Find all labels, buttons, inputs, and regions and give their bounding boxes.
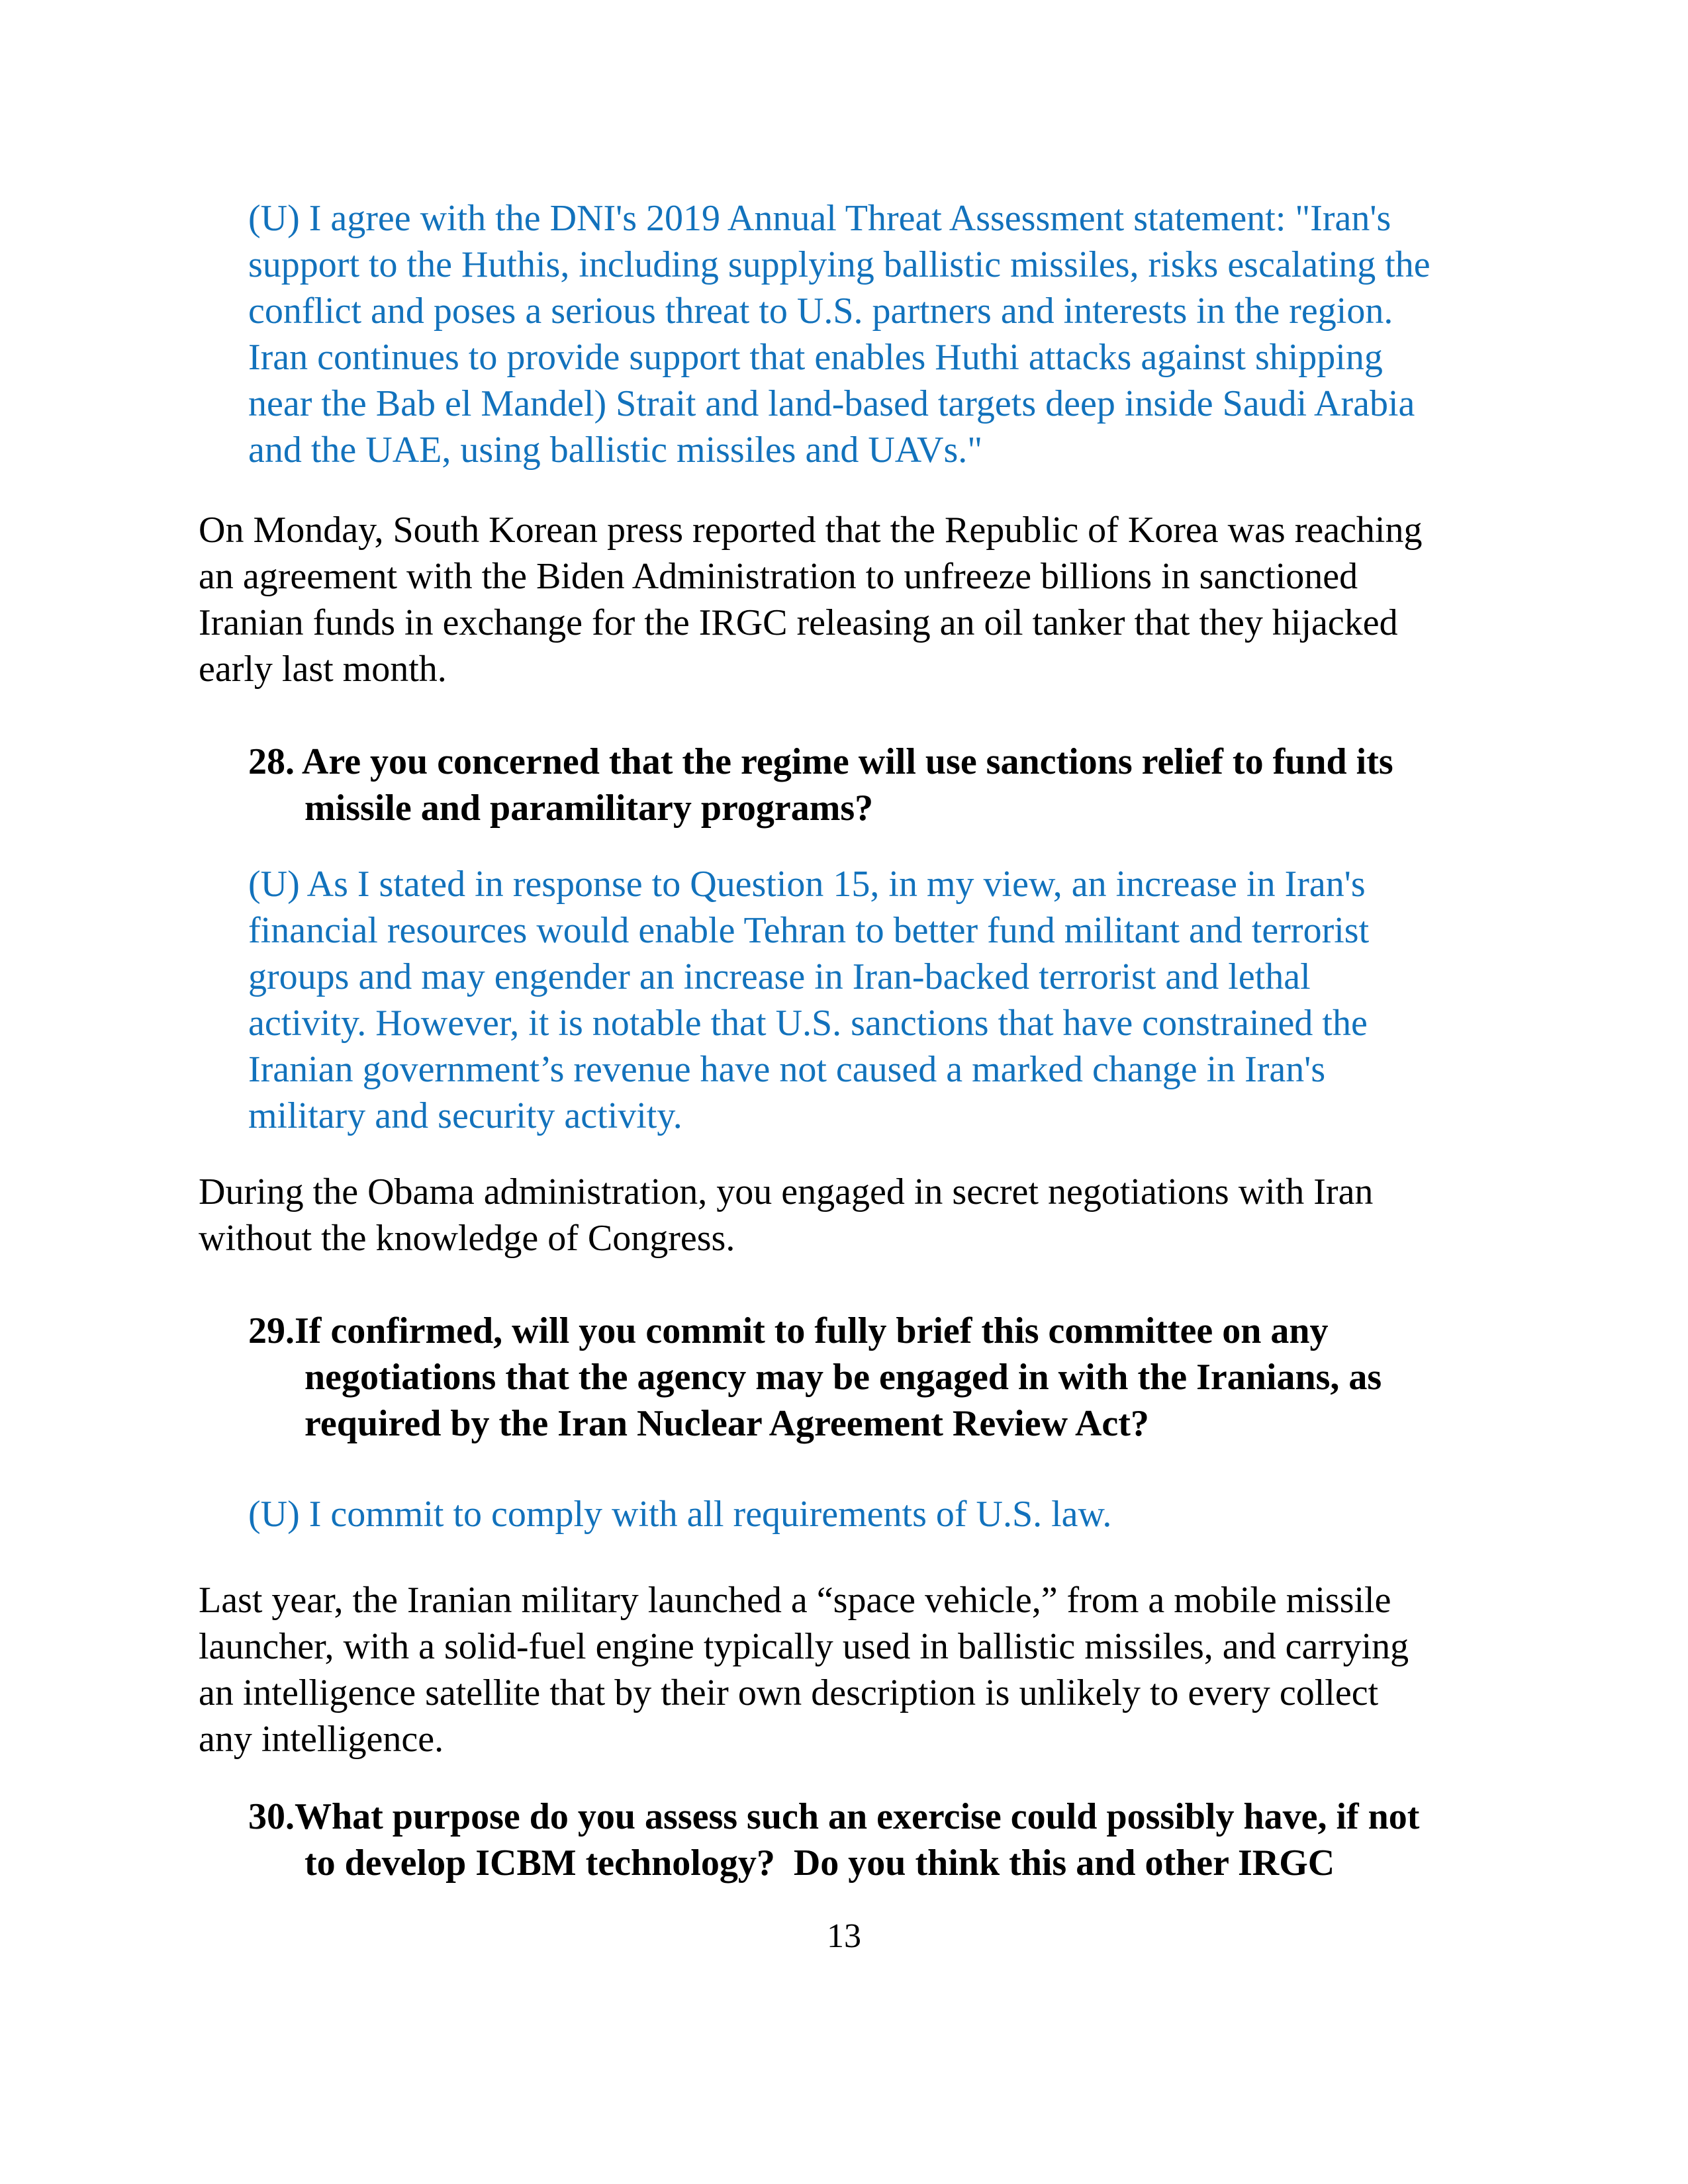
text-line: Last year, the Iranian military launched a “space vehicle,” from a mobile missile bbox=[199, 1580, 1391, 1621]
question-text-line: 30.What purpose do you assess such an exercise could possibly have, if not bbox=[248, 1796, 1420, 1837]
question-item-28 bbox=[199, 739, 1523, 831]
answer-paragraph bbox=[199, 861, 1523, 1139]
question-text-line: to develop ICBM technology? Do you think this and other IRGC bbox=[305, 1843, 1335, 1884]
text-line: financial resources would enable Tehran to better fund militant and terrorist bbox=[248, 910, 1370, 951]
body-paragraph bbox=[199, 1169, 1523, 1261]
text-line: (U) As I stated in response to Question 15, in my view, an increase in Iran's bbox=[248, 864, 1366, 905]
text-line: During the Obama administration, you engaged in secret negotiations with Iran bbox=[199, 1171, 1374, 1212]
question-item-29 bbox=[199, 1308, 1523, 1447]
text-line: any intelligence. bbox=[199, 1719, 444, 1760]
answer-paragraph bbox=[199, 1491, 1523, 1537]
page-number: 13 bbox=[827, 1917, 861, 1955]
text-line: an intelligence satellite that by their own description is unlikely to every collect bbox=[199, 1672, 1379, 1713]
text-line: without the knowledge of Congress. bbox=[199, 1218, 735, 1259]
answer-paragraph bbox=[199, 195, 1523, 473]
text-line: (U) I commit to comply with all requirements of U.S. law. bbox=[248, 1494, 1112, 1535]
text-line: activity. However, it is notable that U.S. sanctions that have constrained the bbox=[248, 1003, 1368, 1044]
text-line: groups and may engender an increase in Iran-backed terrorist and lethal bbox=[248, 956, 1311, 997]
question-text-line: negotiations that the agency may be engaged in with the Iranians, as bbox=[305, 1357, 1382, 1398]
text-line: and the UAE, using ballistic missiles and UAVs." bbox=[248, 430, 983, 471]
text-line: On Monday, South Korean press reported that the Republic of Korea was reaching bbox=[199, 510, 1423, 551]
text-line: near the Bab el Mandel) Strait and land-based targets deep inside Saudi Arabia bbox=[248, 383, 1415, 424]
text-line: launcher, with a solid-fuel engine typically used in ballistic missiles, and carrying bbox=[199, 1626, 1409, 1667]
text-line: Iran continues to provide support that enables Huthi attacks against shipping bbox=[248, 337, 1383, 378]
question-text-line: missile and paramilitary programs? bbox=[305, 788, 874, 829]
text-line: conflict and poses a serious threat to U.S. partners and interests in the region. bbox=[248, 291, 1393, 332]
text-line: military and security activity. bbox=[248, 1095, 682, 1136]
text-line: (U) I agree with the DNI's 2019 Annual Threat Assessment statement: "Iran's bbox=[248, 198, 1391, 239]
text-line: Iranian funds in exchange for the IRGC releasing an oil tanker that they hijacked bbox=[199, 602, 1398, 643]
body-paragraph bbox=[199, 1577, 1523, 1762]
question-text-line: 29.If confirmed, will you commit to fully brief this committee on any bbox=[248, 1310, 1329, 1351]
text-line: support to the Huthis, including supplying ballistic missiles, risks escalating the bbox=[248, 244, 1430, 285]
text-line: an agreement with the Biden Administration to unfreeze billions in sanctioned bbox=[199, 556, 1358, 597]
question-text-line: 28. Are you concerned that the regime will use sanctions relief to fund its bbox=[248, 741, 1393, 782]
question-text-line: required by the Iran Nuclear Agreement Review Act? bbox=[305, 1403, 1149, 1444]
text-line: Iranian government’s revenue have not caused a marked change in Iran's bbox=[248, 1049, 1326, 1090]
body-paragraph bbox=[199, 507, 1523, 692]
question-item-30 bbox=[199, 1794, 1523, 1886]
text-line: early last month. bbox=[199, 649, 447, 690]
